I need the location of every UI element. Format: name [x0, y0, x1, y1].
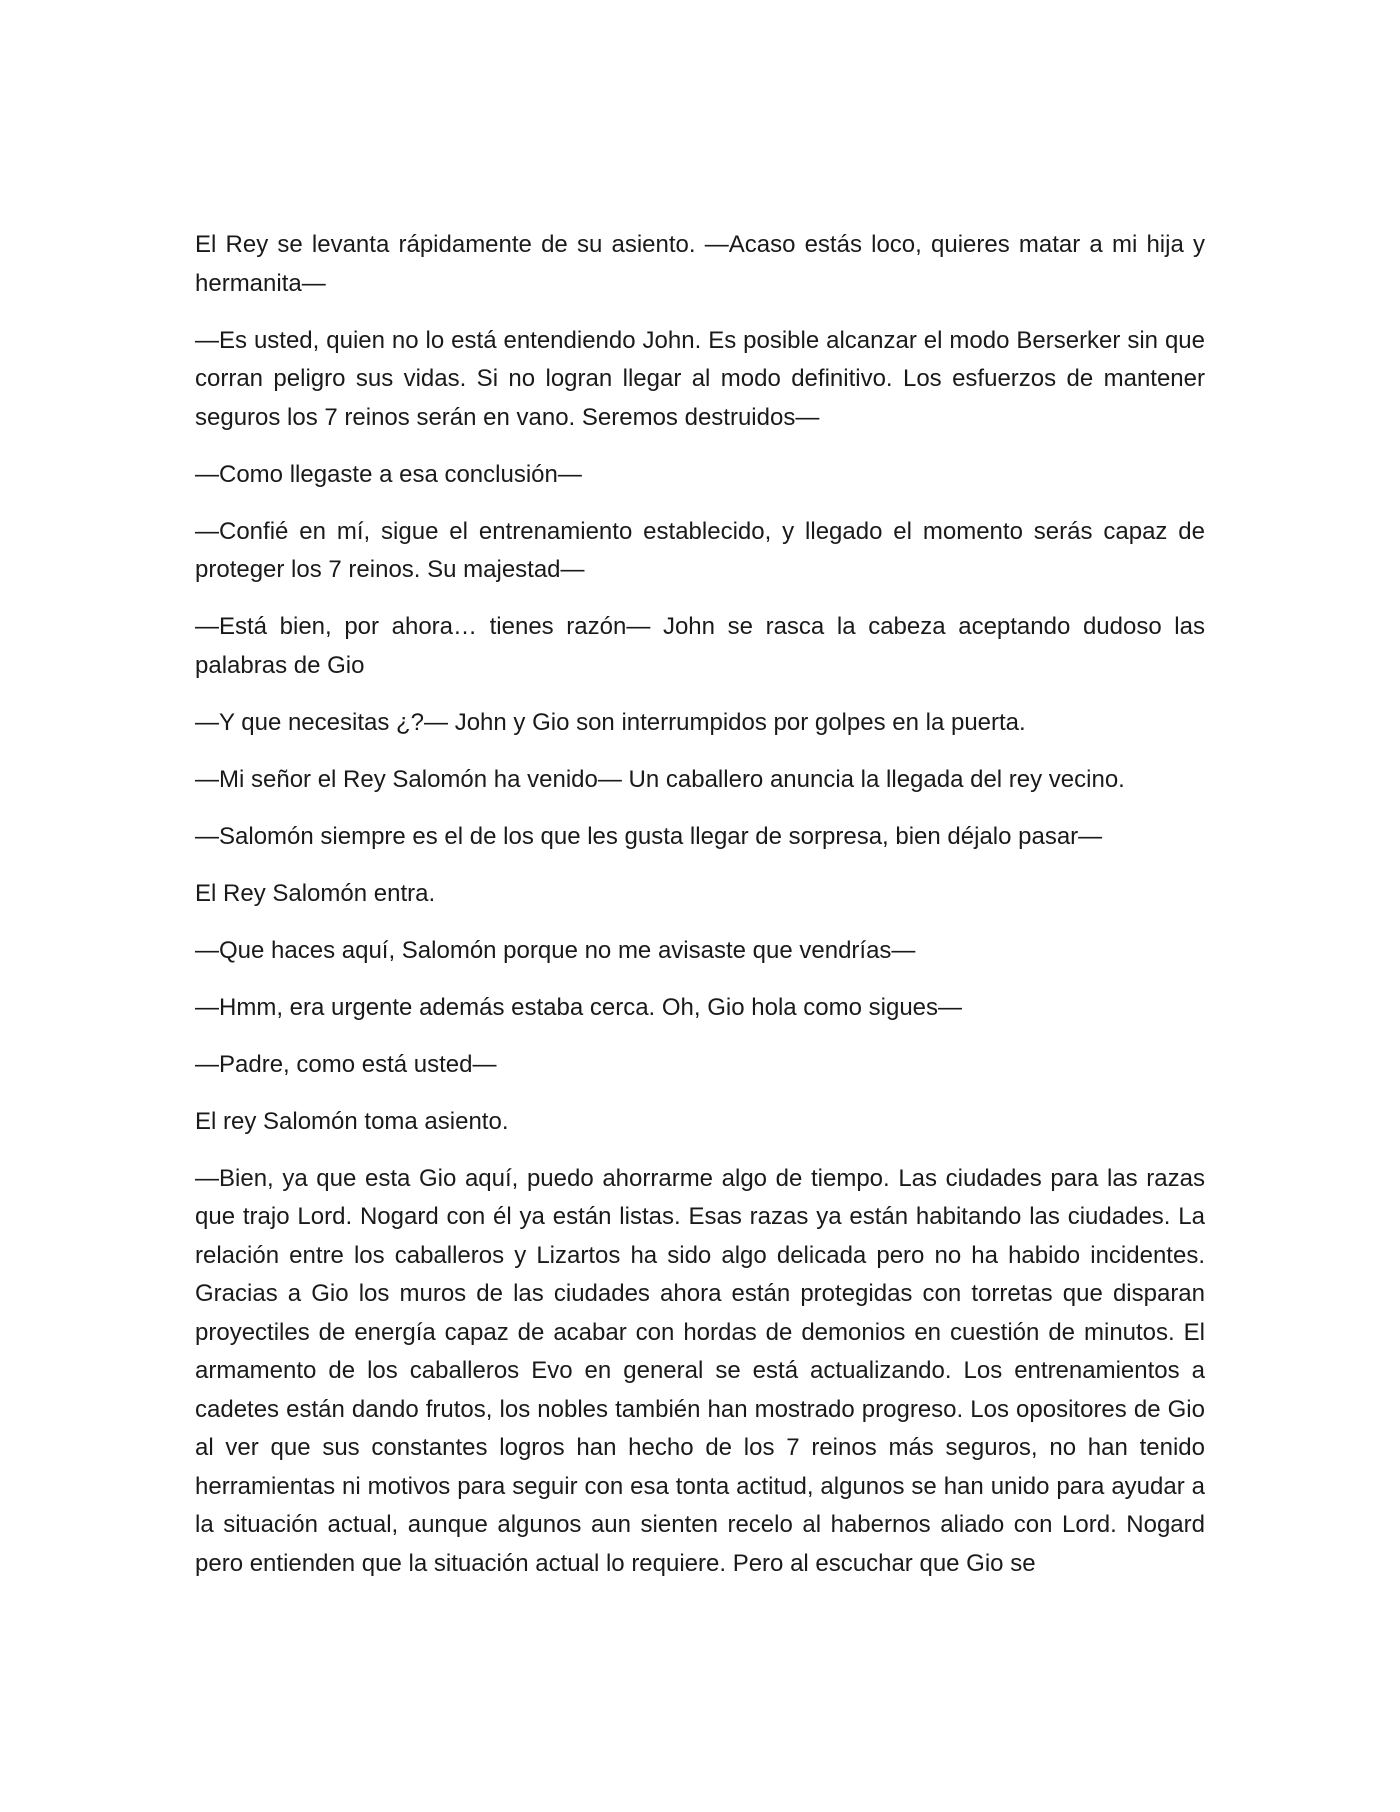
paragraph: —Y que necesitas ¿?— John y Gio son interrumpidos por golpes en la puerta. — [195, 708, 1026, 736]
paragraph: —Como llegaste a esa conclusión— — [195, 460, 582, 488]
paragraph: —Bien, ya que esta Gio aquí, puedo ahorrarme algo de tiempo. Las ciudades para las razas que trajo Lord. Nogard con él ya están listas. Esas razas ya están habitando las ciudades. La relación entre los caballeros y Lizartos ha sido algo delicada pero no ha habido incidentes. Gracias a Gio los muros de las ciudades ahora están protegidas con torretas que disparan proyectiles de energía capaz de acabar con hordas de demonios en cuestión de minutos. El armamento de los caballeros Evo en general se está actualizando. Los entrenamientos a cadetes están dando frutos, los nobles también han mostrado progreso. Los opositores de Gio al ver que sus constantes logros han hecho de los 7 reinos más seguros, no han tenido herramientas ni motivos para seguir con esa tonta actitud, algunos se han unido para ayudar a la situación actual, aunque algunos aun sienten recelo al habernos aliado con Lord. Nogard pero entienden que la situación actual lo requiere. Pero al escuchar que Gio se — [195, 1164, 1205, 1577]
paragraph: —Salomón siempre es el de los que les gusta llegar de sorpresa, bien déjalo pasar— — [195, 822, 1103, 850]
paragraph: —Hmm, era urgente además estaba cerca. Oh, Gio hola como sigues— — [195, 993, 963, 1021]
paragraph: —Padre, como está usted— — [195, 1050, 497, 1078]
paragraph: El Rey se levanta rápidamente de su asiento. —Acaso estás loco, quieres matar a mi hija y hermanita— — [195, 231, 1205, 297]
paragraph: —Está bien, por ahora… tienes razón— John se rasca la cabeza aceptando dudoso las palabras de Gio — [195, 613, 1205, 679]
paragraph: —Es usted, quien no lo está entendiendo John. Es posible alcanzar el modo Berserker sin que corran peligro sus vidas. Si no logran llegar al modo definitivo. Los esfuerzos de mantener seguros los 7 reinos serán en vano. Seremos destruidos— — [195, 326, 1205, 431]
paragraph: El rey Salomón toma asiento. — [195, 1107, 509, 1135]
paragraph: —Que haces aquí, Salomón porque no me avisaste que vendrías— — [195, 936, 916, 964]
paragraph: El Rey Salomón entra. — [195, 879, 436, 907]
document-body — [195, 226, 1205, 1583]
paragraph: —Mi señor el Rey Salomón ha venido— Un caballero anuncia la llegada del rey vecino. — [195, 765, 1125, 793]
paragraph: —Confié en mí, sigue el entrenamiento establecido, y llegado el momento serás capaz de proteger los 7 reinos. Su majestad— — [195, 517, 1205, 583]
